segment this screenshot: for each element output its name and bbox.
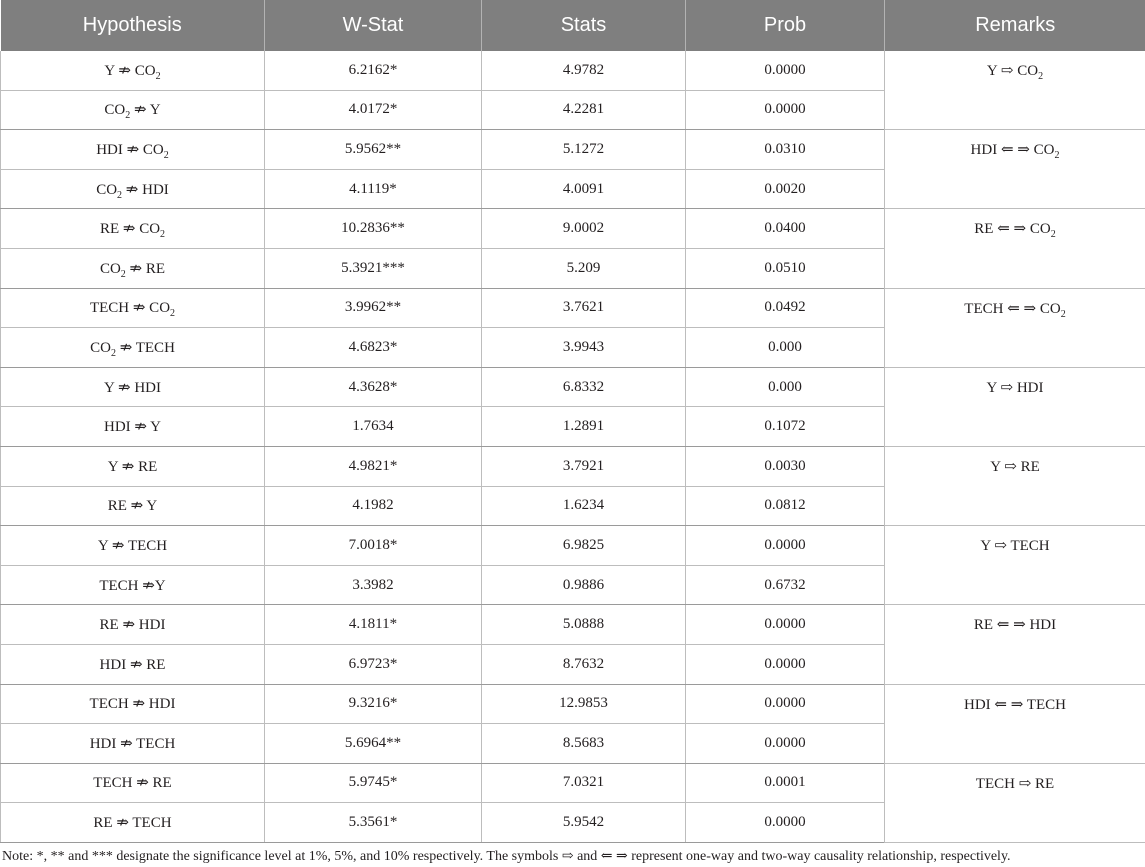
stats-cell: 5.209 (482, 248, 686, 288)
text-fragment: ⇏ RE (125, 260, 166, 277)
hypothesis-cell (1, 486, 265, 526)
w-stat-cell: 4.1811* (265, 605, 482, 645)
prob-cell: 0.000 (686, 328, 885, 368)
text-fragment: RE ⇏ TECH (93, 815, 172, 832)
stats-cell: 5.0888 (482, 605, 686, 645)
subscript: 2 (110, 347, 116, 359)
hypothesis-cell (1, 565, 265, 605)
hypothesis-cell (1, 328, 265, 368)
w-stat-cell: 1.7634 (265, 407, 482, 447)
stats-cell: 6.8332 (482, 367, 686, 407)
text-fragment: RE ⇏ Y (107, 498, 158, 515)
header-w-stat: W-Stat (265, 0, 482, 51)
w-stat-cell: 7.0018* (265, 526, 482, 566)
prob-cell: 0.0000 (686, 803, 885, 843)
prob-cell: 0.0000 (686, 724, 885, 764)
w-stat-cell: 4.3628* (265, 367, 482, 407)
text-fragment: Y ⇨ HDI (986, 379, 1044, 396)
subscript: 2 (163, 149, 169, 161)
hypothesis-cell (1, 248, 265, 288)
subscript: 2 (1050, 229, 1056, 241)
stats-cell: 8.5683 (482, 724, 686, 764)
text-fragment: Y ⇨ RE (990, 458, 1040, 475)
w-stat-cell: 9.3216* (265, 684, 482, 724)
hypothesis-cell (1, 763, 265, 803)
subscript: 2 (1060, 308, 1066, 320)
stats-cell: 6.9825 (482, 526, 686, 566)
text-fragment: HDI ⇐ ⇒ CO (970, 142, 1055, 159)
subscript: 2 (1054, 150, 1060, 162)
prob-cell: 0.6732 (686, 565, 885, 605)
stats-cell: 5.9542 (482, 803, 686, 843)
hypothesis-cell (1, 803, 265, 843)
stats-cell: 3.9943 (482, 328, 686, 368)
hypothesis-cell (1, 51, 265, 90)
text-fragment: Y ⇨ CO (986, 63, 1039, 79)
remark-cell (885, 446, 1145, 525)
w-stat-cell: 4.1119* (265, 169, 482, 209)
text-fragment: RE ⇏ CO (99, 221, 161, 238)
table-row (1, 763, 1145, 803)
stats-cell: 4.9782 (482, 51, 686, 90)
stats-cell: 12.9853 (482, 684, 686, 724)
subscript: 2 (117, 189, 123, 201)
w-stat-cell: 4.0172* (265, 90, 482, 130)
w-stat-cell: 5.3921*** (265, 248, 482, 288)
prob-cell: 0.0492 (686, 288, 885, 328)
text-fragment: Y ⇏ TECH (97, 537, 168, 554)
stats-cell: 7.0321 (482, 763, 686, 803)
prob-cell: 0.0000 (686, 605, 885, 645)
remark-cell (885, 130, 1145, 209)
text-fragment: Y ⇨ TECH (980, 538, 1050, 555)
prob-cell: 0.0000 (686, 684, 885, 724)
w-stat-cell: 4.6823* (265, 328, 482, 368)
hypothesis-cell (1, 684, 265, 724)
remark-cell (885, 526, 1145, 605)
stats-cell: 1.2891 (482, 407, 686, 447)
text-fragment: CO (99, 260, 121, 277)
table-row (1, 605, 1145, 645)
stats-cell: 3.7621 (482, 288, 686, 328)
subscript: 2 (160, 229, 166, 241)
text-fragment: RE ⇏ HDI (99, 617, 166, 634)
table-note: Note: *, ** and *** designate the significance level at 1%, 5%, and 10% respectively. The symbols ⇨ and ⇐ ⇒ represent one-way and two-way causality relationship, respectively. (2, 849, 1011, 864)
subscript: 2 (125, 110, 131, 122)
text-fragment: TECH ⇏Y (99, 577, 166, 594)
text-fragment: ⇏ TECH (115, 339, 175, 356)
text-fragment: CO (96, 181, 118, 198)
table-row (1, 209, 1145, 249)
w-stat-cell: 6.9723* (265, 644, 482, 684)
stats-cell: 9.0002 (482, 209, 686, 249)
table-body (1, 51, 1145, 842)
w-stat-cell: 5.3561* (265, 803, 482, 843)
text-fragment: TECH ⇏ CO (89, 300, 171, 317)
table-row (1, 288, 1145, 328)
prob-cell: 0.0000 (686, 90, 885, 130)
table-header-row (1, 0, 1145, 51)
prob-cell: 0.0000 (686, 644, 885, 684)
stats-cell: 4.2281 (482, 90, 686, 130)
remark-cell (885, 367, 1145, 446)
hypothesis-cell (1, 526, 265, 566)
hypothesis-cell (1, 169, 265, 209)
prob-cell: 0.0310 (686, 130, 885, 170)
remark-cell (885, 209, 1145, 288)
text-fragment: CO (90, 339, 111, 356)
stats-cell: 5.1272 (482, 130, 686, 170)
hypothesis-cell (1, 90, 265, 130)
remark-cell (885, 605, 1145, 684)
text-fragment: HDI ⇐ ⇒ TECH (964, 696, 1066, 713)
header-prob: Prob (686, 0, 885, 51)
subscript: 2 (155, 70, 161, 82)
prob-cell: 0.000 (686, 367, 885, 407)
hypothesis-cell (1, 130, 265, 170)
hypothesis-cell (1, 605, 265, 645)
stats-cell: 3.7921 (482, 446, 686, 486)
text-fragment: Y ⇏ RE (107, 458, 158, 475)
text-fragment: HDI ⇏ Y (103, 419, 161, 436)
prob-cell: 0.0400 (686, 209, 885, 249)
w-stat-cell: 4.1982 (265, 486, 482, 526)
hypothesis-cell (1, 644, 265, 684)
text-fragment: TECH ⇏ HDI (89, 696, 176, 713)
prob-cell: 0.0812 (686, 486, 885, 526)
w-stat-cell: 4.9821* (265, 446, 482, 486)
header-hypothesis: Hypothesis (1, 0, 265, 51)
w-stat-cell: 3.3982 (265, 565, 482, 605)
text-fragment: HDI ⇏ CO (96, 141, 164, 158)
prob-cell: 0.0001 (686, 763, 885, 803)
header-stats: Stats (482, 0, 686, 51)
table-row (1, 684, 1145, 724)
table-row (1, 446, 1145, 486)
hypothesis-cell (1, 367, 265, 407)
prob-cell: 0.0000 (686, 526, 885, 566)
w-stat-cell: 5.9745* (265, 763, 482, 803)
w-stat-cell: 5.9562** (265, 130, 482, 170)
table-row (1, 51, 1145, 90)
remark-cell (885, 763, 1145, 842)
w-stat-cell: 6.2162* (265, 51, 482, 90)
stats-cell: 4.0091 (482, 169, 686, 209)
text-fragment: HDI ⇏ RE (99, 656, 166, 673)
prob-cell: 0.0030 (686, 446, 885, 486)
subscript: 2 (1038, 71, 1044, 82)
table-row (1, 130, 1145, 170)
w-stat-cell: 10.2836** (265, 209, 482, 249)
text-fragment: RE ⇐ ⇒ HDI (973, 617, 1057, 634)
prob-cell: 0.0020 (686, 169, 885, 209)
stats-cell: 8.7632 (482, 644, 686, 684)
hypothesis-cell (1, 446, 265, 486)
text-fragment: TECH ⇐ ⇒ CO (964, 300, 1061, 317)
subscript: 2 (120, 268, 126, 280)
text-fragment: RE ⇐ ⇒ CO (974, 221, 1051, 238)
text-fragment: TECH ⇏ RE (93, 775, 172, 792)
hypothesis-cell (1, 288, 265, 328)
remark-cell (885, 684, 1145, 763)
hypothesis-cell (1, 407, 265, 447)
prob-cell: 0.1072 (686, 407, 885, 447)
remark-cell (885, 288, 1145, 367)
text-fragment: ⇏ HDI (122, 181, 169, 198)
text-fragment: HDI ⇏ TECH (89, 735, 176, 752)
stats-cell: 0.9886 (482, 565, 686, 605)
subscript: 2 (170, 308, 176, 320)
header-remarks: Remarks (885, 0, 1145, 51)
hypothesis-cell (1, 724, 265, 764)
prob-cell: 0.0000 (686, 51, 885, 90)
text-fragment: CO (104, 102, 126, 119)
w-stat-cell: 3.9962** (265, 288, 482, 328)
text-fragment: ⇏ Y (130, 102, 161, 119)
table-row (1, 367, 1145, 407)
table-row (1, 526, 1145, 566)
w-stat-cell: 5.6964** (265, 724, 482, 764)
text-fragment: Y ⇏ HDI (103, 379, 161, 396)
text-fragment: Y ⇏ CO (104, 62, 156, 79)
stats-cell: 1.6234 (482, 486, 686, 526)
prob-cell: 0.0510 (686, 248, 885, 288)
text-fragment: TECH ⇨ RE (975, 775, 1055, 792)
hypothesis-cell (1, 209, 265, 249)
remark-cell (885, 51, 1145, 130)
